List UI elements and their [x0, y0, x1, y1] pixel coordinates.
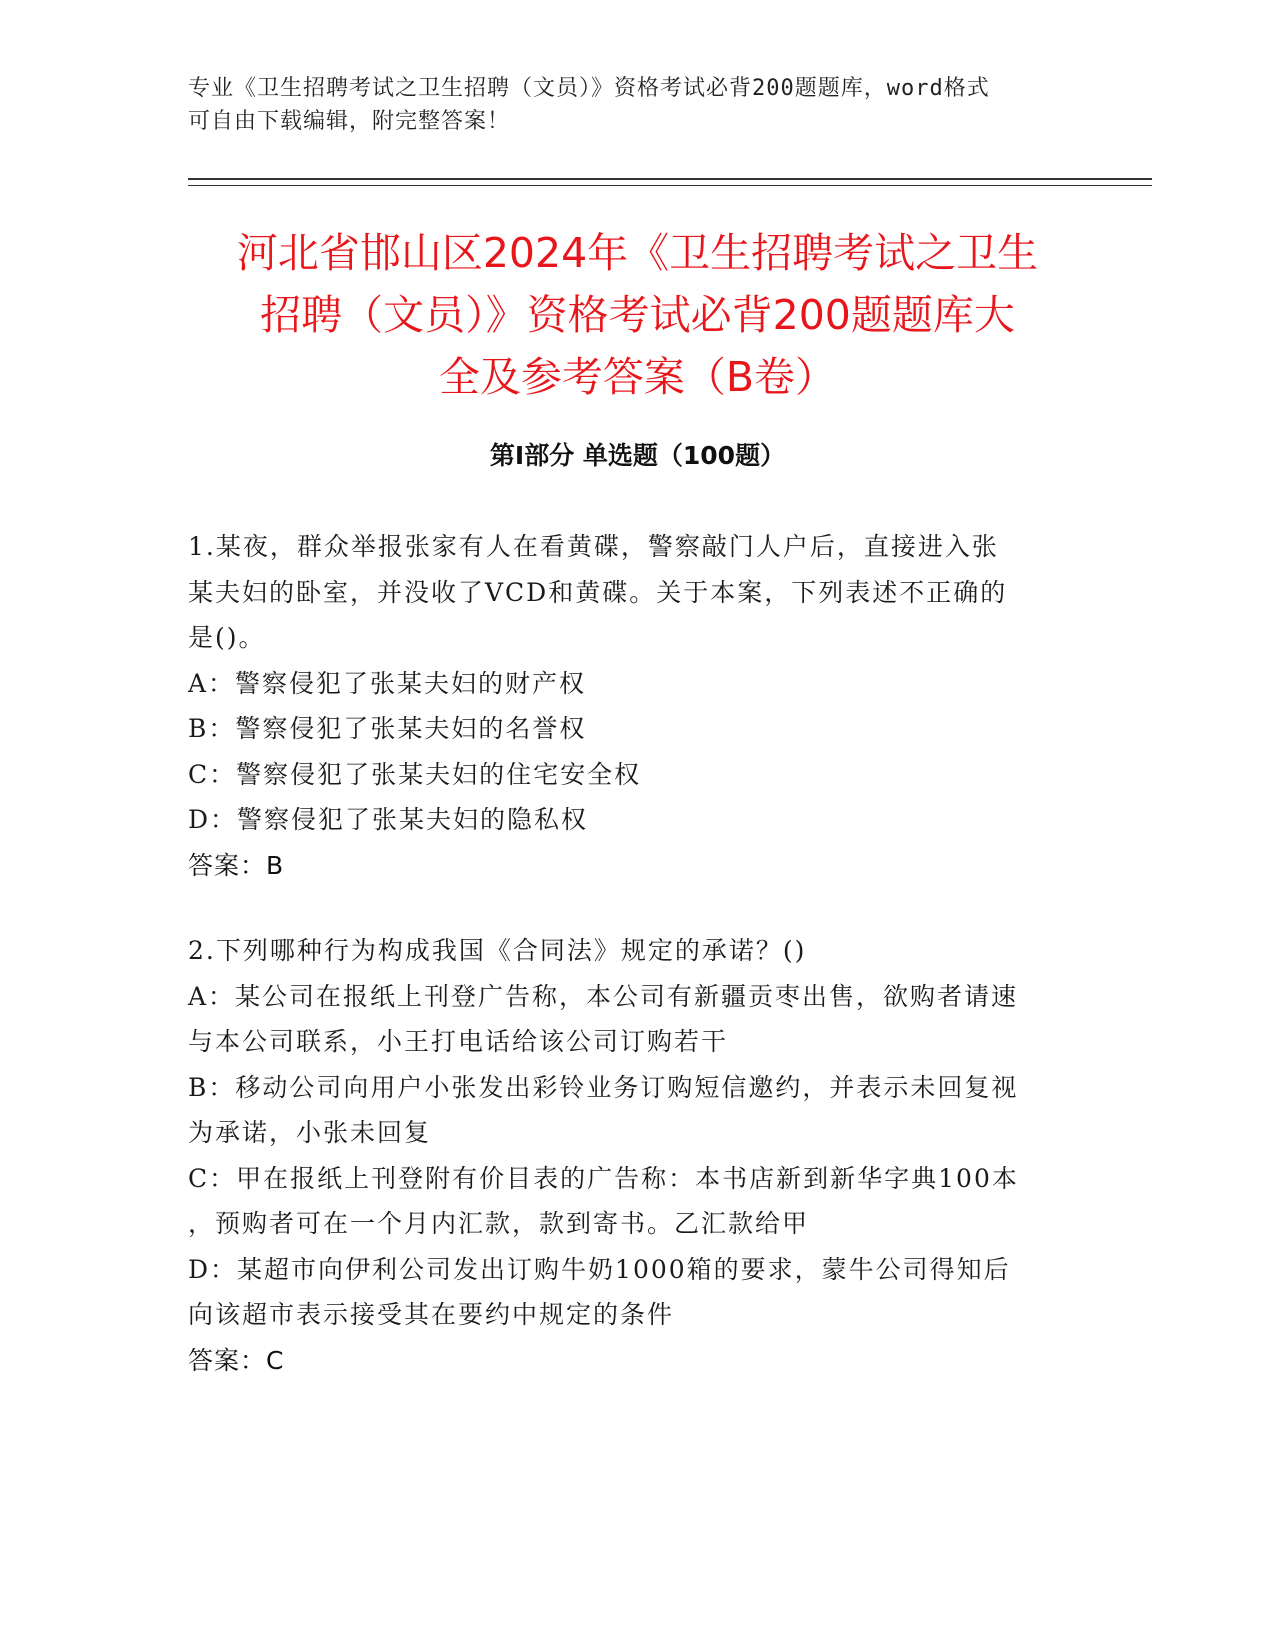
title-line: 全及参考答案（B卷）	[438, 353, 837, 401]
question-stem-line: 是()。	[188, 623, 266, 652]
header-divider-thick	[188, 178, 1152, 180]
question-block	[188, 524, 1068, 888]
answer-label: 答案：C	[188, 1345, 285, 1375]
header-note-line: 专业《卫生招聘考试之卫生招聘（文员）》资格考试必背200题题库，word格式	[188, 76, 990, 101]
option-a: A：警察侵犯了张某夫妇的财产权	[188, 668, 587, 698]
document-title	[150, 222, 1125, 408]
header-divider-thin	[188, 185, 1152, 186]
header-note-line: 可自由下载编辑，附完整答案！	[188, 109, 511, 134]
header-note	[188, 72, 1068, 138]
title-line: 招聘（文员）》资格考试必背200题题库大	[260, 291, 1015, 339]
option-d: D：警察侵犯了张某夫妇的隐私权	[188, 805, 589, 834]
option-c: C：警察侵犯了张某夫妇的住宅安全权	[188, 759, 642, 789]
question-stem-line: 2.下列哪种行为构成我国《合同法》规定的承诺？()	[188, 936, 807, 965]
question-block	[188, 928, 1068, 1383]
option-c: C：甲在报纸上刊登附有价目表的广告称：本书店新到新华字典100本	[188, 1163, 1019, 1193]
option-b: B：警察侵犯了张某夫妇的名誉权	[188, 714, 587, 743]
option-b-continued: 为承诺，小张未回复	[188, 1118, 432, 1147]
option-c-continued: ，预购者可在一个月内汇款，款到寄书。乙汇款给甲	[188, 1209, 810, 1238]
option-d-continued: 向该超市表示接受其在要约中规定的条件	[188, 1300, 675, 1329]
section-heading: 第Ⅰ部分 单选题（100题）	[489, 441, 786, 470]
question-stem-line: 1.某夜，群众举报张家有人在看黄碟，警察敲门人户后，直接进入张	[188, 532, 999, 561]
option-a-continued: 与本公司联系，小王打电话给该公司订购若干	[188, 1027, 729, 1056]
title-line: 河北省邯山区2024年《卫生招聘考试之卫生	[236, 229, 1039, 277]
question-stem-line: 某夫妇的卧室，并没收了VCD和黄碟。关于本案，下列表述不正确的	[188, 577, 1008, 607]
option-b: B：移动公司向用户小张发出彩铃业务订购短信邀约，并表示未回复视	[188, 1072, 1019, 1102]
option-a: A：某公司在报纸上刊登广告称，本公司有新疆贡枣出售，欲购者请速	[188, 981, 1019, 1011]
answer-label: 答案：B	[188, 850, 285, 880]
option-d: D：某超市向伊利公司发出订购牛奶1000箱的要求，蒙牛公司得知后	[188, 1254, 1011, 1284]
